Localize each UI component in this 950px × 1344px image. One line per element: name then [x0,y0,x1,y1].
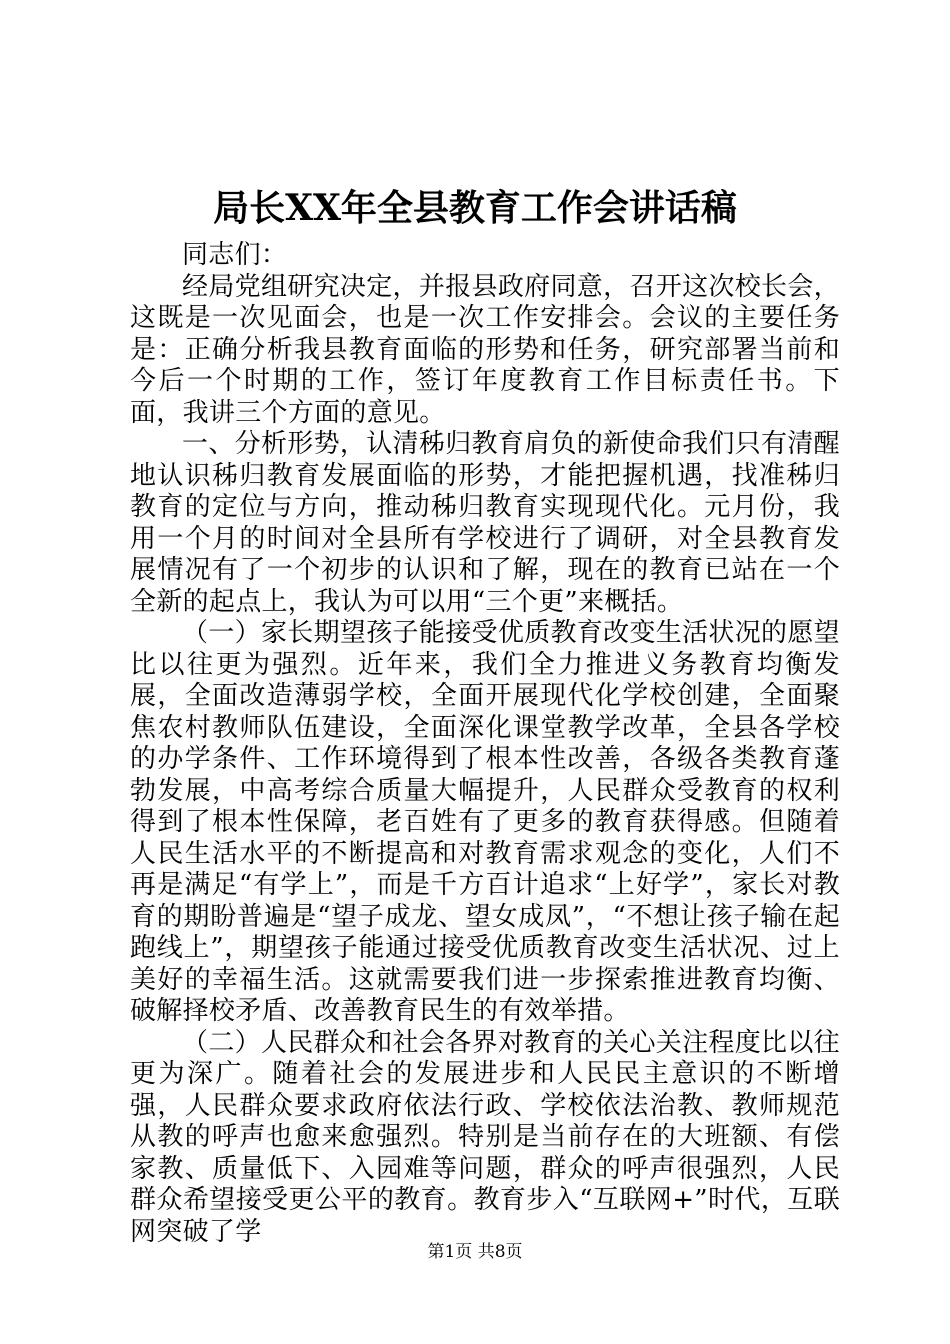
subsection-one-paragraph: （一）家长期望孩子能接受优质教育改变生活状况的愿望比以往更为强烈。近年来，我们全力推进义务教育均衡发展，全面改造薄弱学校，全面开展现代化学校创建，全面聚焦农村教师队伍建设，全面深化课堂教学改革，全县各学校的办学条件、工作环境得到了根本性改善，各级各类教育蓬勃发展，中高考综合质量大幅提升，人民群众受教育的权利得到了根本性保障，老百姓有了更多的教育获得感。但随着人民生活水平的不断提高和对教育需求观念的变化，人们不再是满足“有学上”，而是千方百计追求“上好学”，家长对教育的期盼普遍是“望子成龙、望女成凤”，“不想让孩子输在起跑线上”，期望孩子能通过接受优质教育改变生活状况、过上美好的幸福生活。这就需要我们进一步探索推进教育均衡、破解择校矛盾、改善教育民生的有效举措。 [130,618,840,1026]
intro-paragraph: 经局党组研究决定，并报县政府同意，召开这次校长会，这既是一次见面会，也是一次工作安排会。会议的主要任务是：正确分析我县教育面临的形势和任务，研究部署当前和今后一个时期的工作，签订年度教育工作目标责任书。下面，我讲三个方面的意见。 [130,271,840,428]
document-body [130,240,840,1248]
document-title: 局长XX年全县教育工作会讲话稿 [213,187,737,229]
greeting-paragraph: 同志们： [182,240,288,270]
page-number-footer: 第1页 共8页 [427,1242,523,1262]
subsection-two-paragraph: （二）人民群众和社会各界对教育的关心关注程度比以往更为深广。随着社会的发展进步和人民民主意识的不断增强，人民群众要求政府依法行政、学校依法治教、教师规范从教的呼声也愈来愈强烈。特别是当前存在的大班额、有偿家教、质量低下、入园难等问题，群众的呼声很强烈，人民群众希望接受更公平的教育。教育步入“互联网+”时代，互联网突破了学 [130,1027,840,1247]
section-one-paragraph: 一、分析形势，认清秭归教育肩负的新使命我们只有清醒地认识秭归教育发展面临的形势，才能把握机遇，找准秭归教育的定位与方向，推动秭归教育实现现代化。元月份，我用一个月的时间对全县所有学校进行了调研，对全县教育发展情况有了一个初步的认识和了解，现在的教育已站在一个全新的起点上，我认为可以用“三个更”来概括。 [130,429,840,617]
